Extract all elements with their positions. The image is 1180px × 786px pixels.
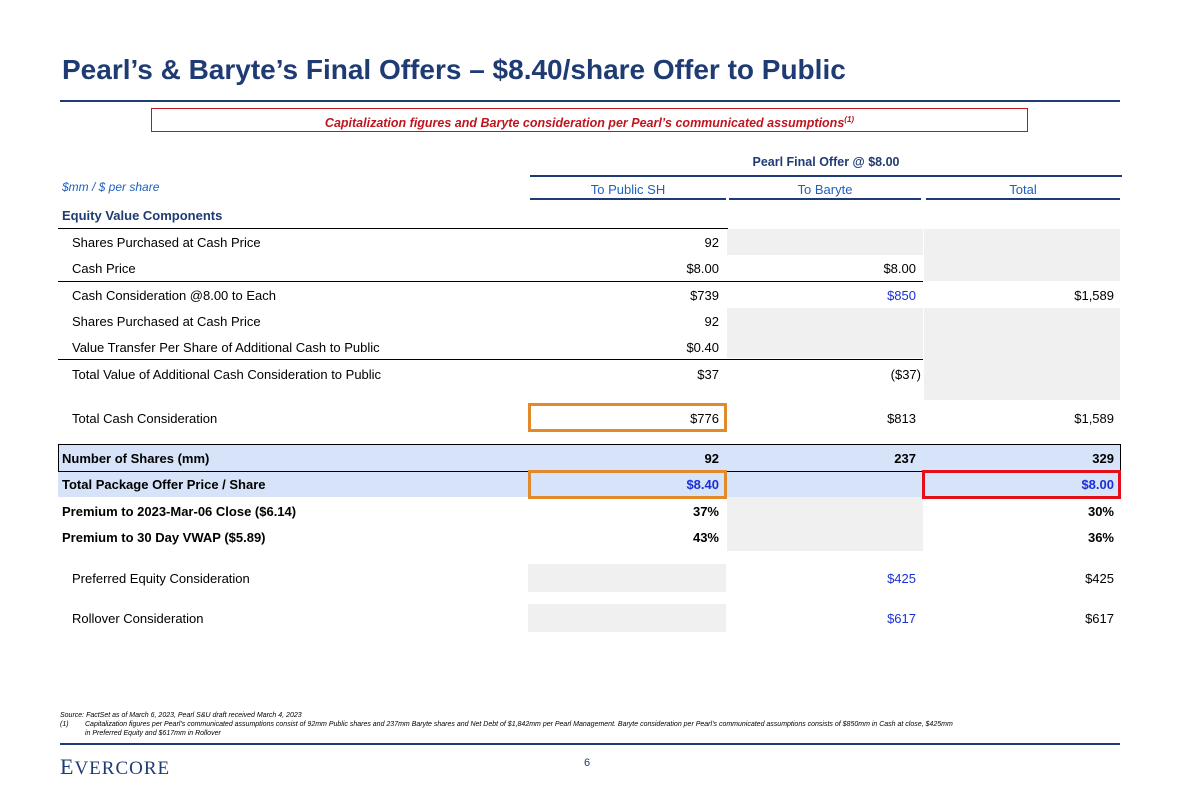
cell-public: 92 [704,235,719,250]
cell-baryte: $850 [887,288,916,303]
source-note: Source: FactSet as of March 6, 2023, Pearl S&U draft received March 4, 2023 [60,712,302,719]
title-divider [60,100,1120,102]
row-label: Value Transfer Per Share of Additional Cash to Public [72,340,380,355]
assumption-note-footnote-ref: (1) [844,115,855,124]
row-label: Rollover Consideration [72,611,204,626]
column-header-rule [729,198,921,200]
column-header-public: To Public SH [590,182,666,197]
row-label: Total Value of Additional Cash Consideration to Public [72,367,382,382]
footer-divider [60,743,1120,745]
cell-total: 329 [1092,451,1114,466]
cell-baryte: 237 [894,451,916,466]
row-label: Shares Purchased at Cash Price [72,235,261,250]
footnote-1-marker: (1) [60,721,69,728]
cell-public: 43% [692,530,719,545]
cell-total: $1,589 [1074,288,1114,303]
row-label: Premium to 2023-Mar-06 Close ($6.14) [62,504,297,519]
cell-baryte: ($37) [890,367,921,382]
cell-total: $1,589 [1074,411,1114,426]
column-header-total: Total [1009,182,1037,197]
page-number: 6 [584,757,591,769]
section-title: Equity Value Components [62,208,223,223]
row-divider [58,359,923,360]
shaded-cell [528,604,726,632]
footnote-1-line1: Capitalization figures per Pearl’s communicated assumptions consist of 92mm Public shares and 237mm Baryte shares and Net Debt of $1,842mm per Pearl Management. Baryte consideration per Pearl’s communicated assumptions consists of $850mm in Cash at close, $425mm [85,721,953,728]
cell-baryte: $425 [887,571,916,586]
column-group-rule [530,175,1122,177]
shaded-cell [924,229,1120,281]
row-label: Shares Purchased at Cash Price [72,314,261,329]
cell-public: $8.00 [686,261,719,276]
cell-public: $776 [690,411,719,426]
cell-baryte: $813 [887,411,916,426]
cell-public: 92 [704,451,719,466]
page-title: Pearl’s & Baryte’s Final Offers – $8.40/share Offer to Public [62,54,846,85]
row-label: Preferred Equity Consideration [72,571,250,586]
row-label: Total Package Offer Price / Share [62,477,266,492]
cell-total: $8.00 [1081,477,1114,492]
assumption-note-text: Capitalization figures and Baryte consideration per Pearl’s communicated assumptions [324,116,845,131]
row-label: Cash Consideration @8.00 to Each [72,288,276,303]
shaded-cell [528,564,726,592]
footnote-1-line2: in Preferred Equity and $617mm in Rollover [85,730,221,737]
column-group-header: Pearl Final Offer @ $8.00 [752,155,900,169]
cell-total: $425 [1085,571,1114,586]
cell-public: $0.40 [686,340,719,355]
cell-public: 37% [692,504,719,519]
shaded-cell [727,229,923,255]
row-divider [58,281,923,282]
column-header-rule [926,198,1120,200]
cell-total: 30% [1087,504,1114,519]
row-label: Number of Shares (mm) [62,451,210,466]
cell-public: $37 [697,367,719,382]
row-label: Total Cash Consideration [72,411,218,426]
units-label: $mm / $ per share [62,180,160,194]
row-divider [58,228,728,229]
cell-public: 92 [704,314,719,329]
column-header-baryte: To Baryte [797,182,853,197]
shaded-cell [924,308,1120,400]
cell-total: $617 [1085,611,1114,626]
row-label: Premium to 30 Day VWAP ($5.89) [62,530,266,545]
evercore-logo [60,754,170,780]
cell-total: 36% [1087,530,1114,545]
cell-baryte: $617 [887,611,916,626]
column-header-rule [530,198,726,200]
cell-public: $739 [690,288,719,303]
assumption-note [151,108,1028,132]
shaded-cell [727,308,923,358]
logo-initial: E [60,754,75,779]
cell-public: $8.40 [686,477,719,492]
row-label: Cash Price [72,261,136,276]
shaded-cell [727,497,923,551]
cell-baryte: $8.00 [883,261,916,276]
logo-rest: VERCORE [74,758,171,779]
